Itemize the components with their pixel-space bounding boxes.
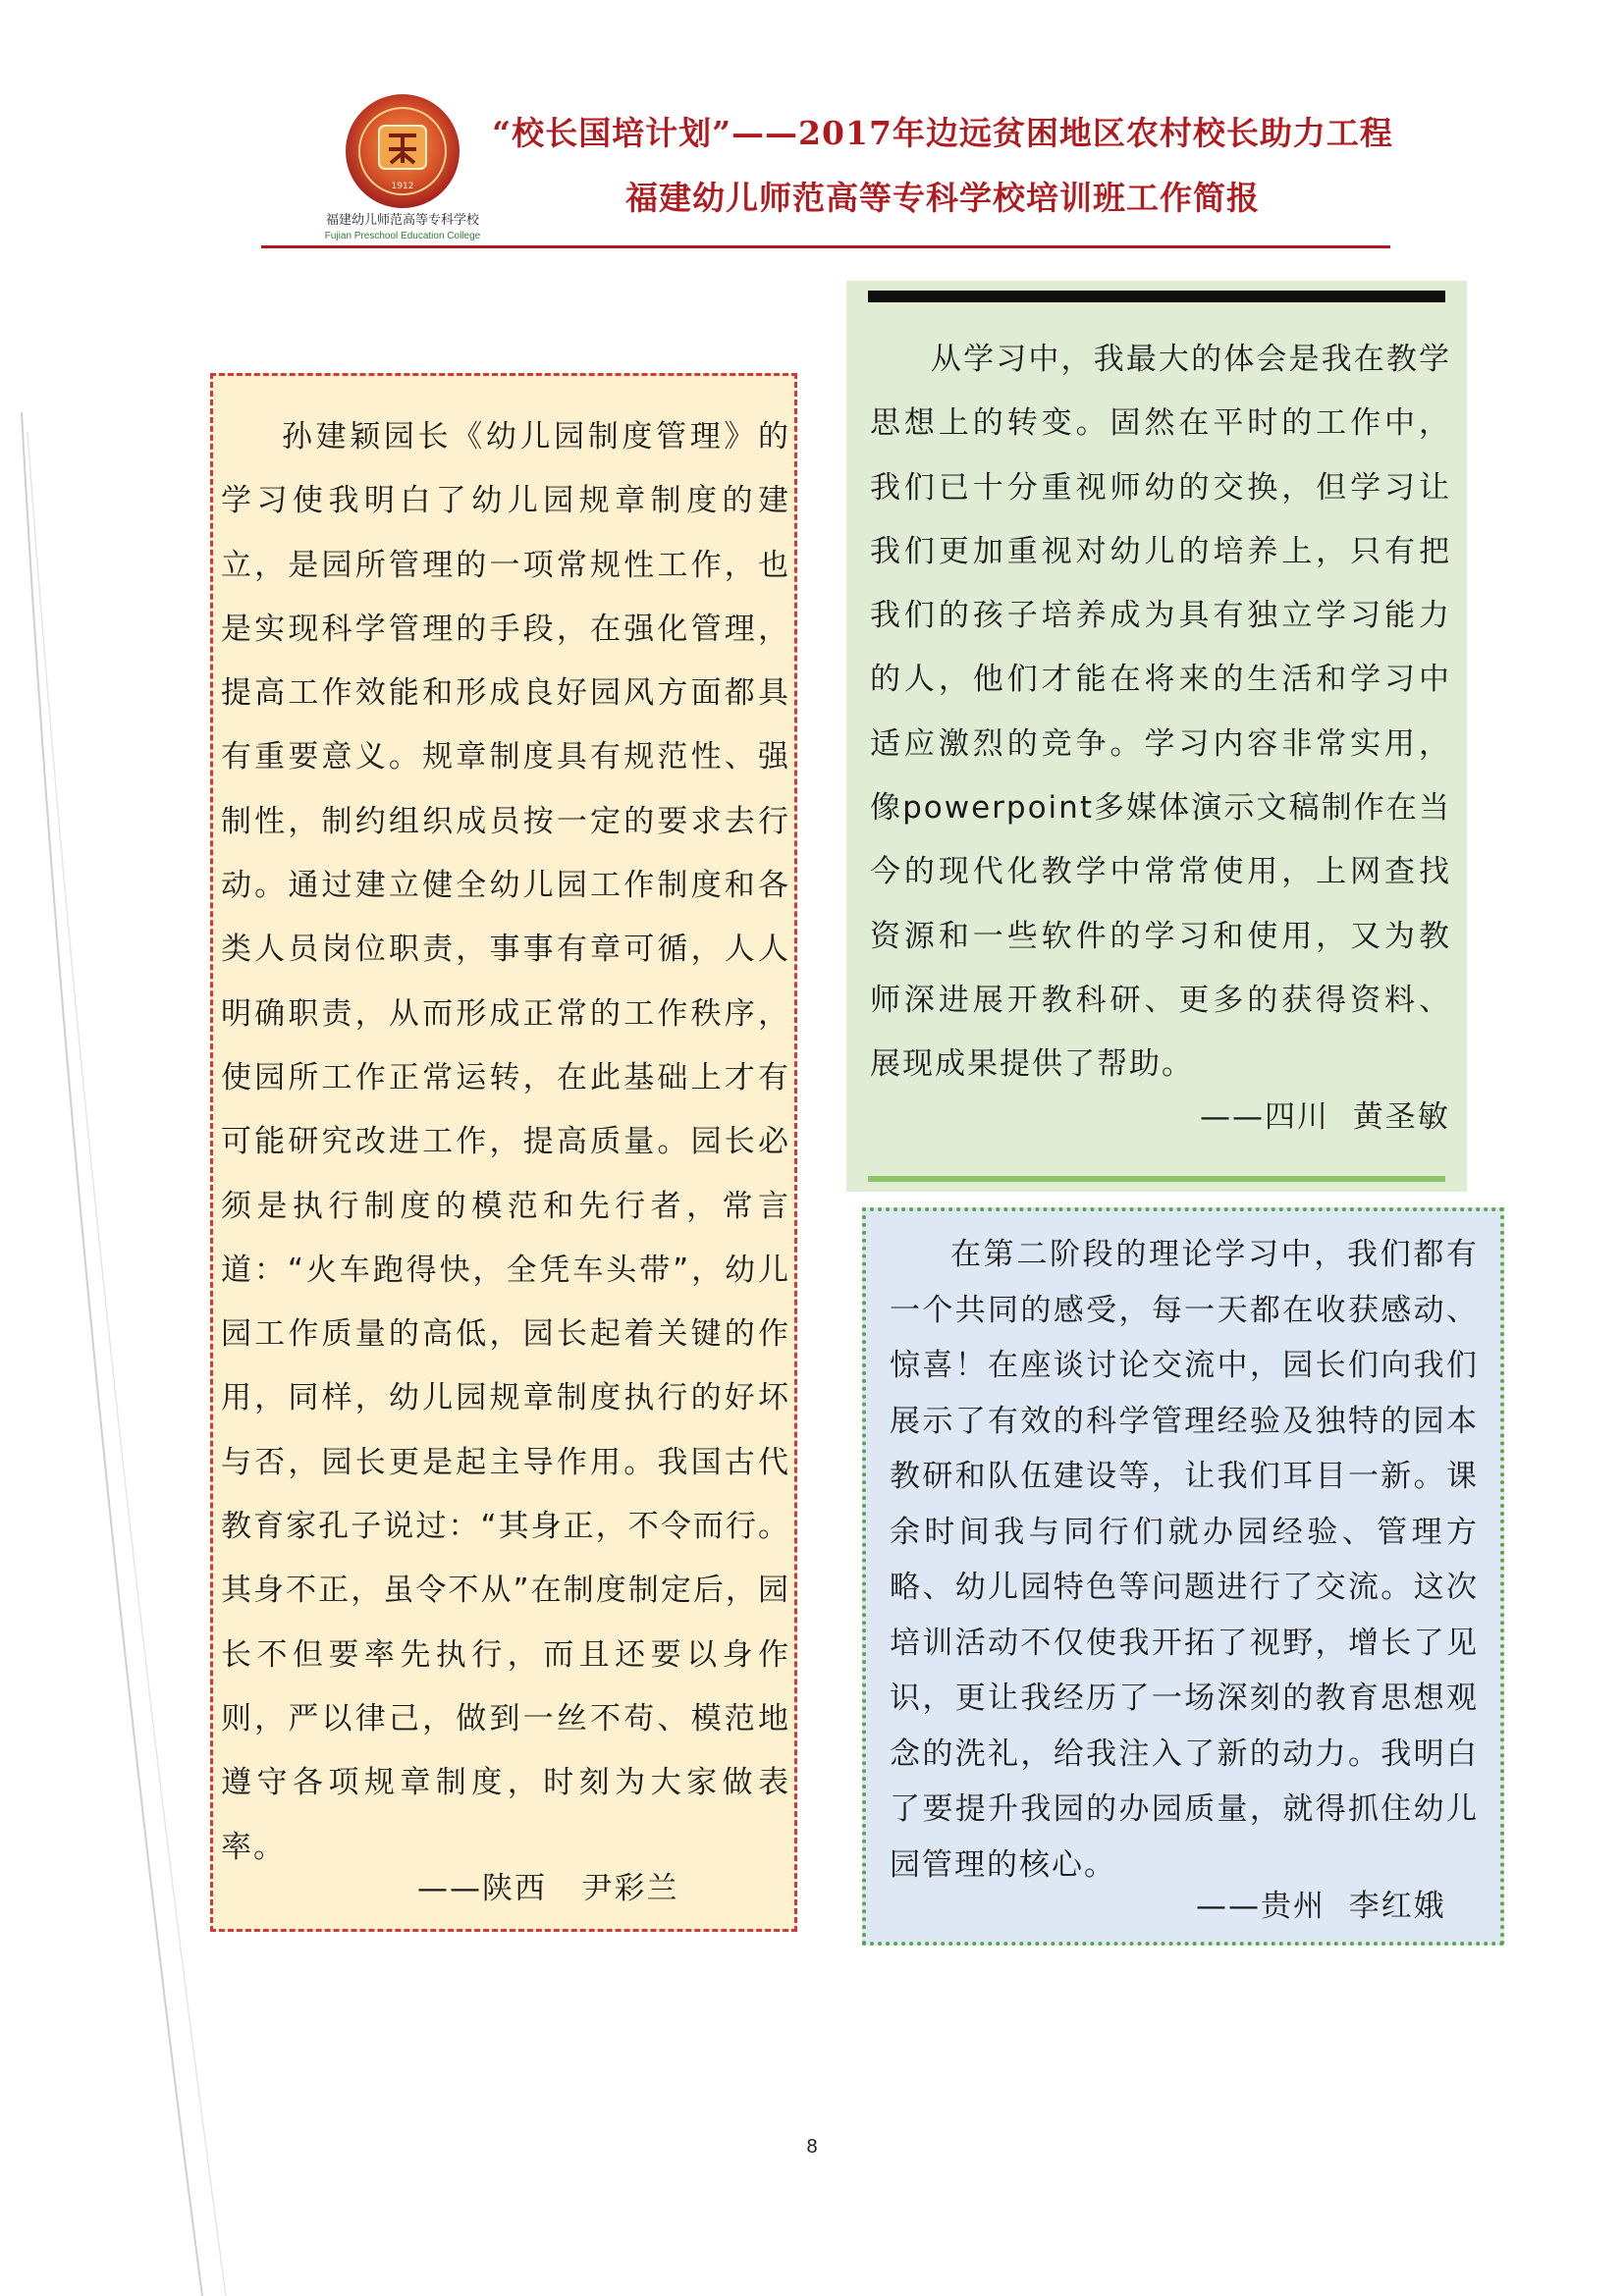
testimonial-body: 在第二阶段的理论学习中，我们都有一个共同的感受，每一天都在收获感动、惊喜！在座谈讨论交流中，园长们向我们展示了有效的科学管理经验及独特的园本教研和队伍建设等，让我们耳目一新。课余时间我与同行们就办园经验、管理方略、幼儿园特色等问题进行了交流。这次培训活动不仅使我开拓了视野，增长了见识，更让我经历了一场深刻的教育思想观念的洗礼，给我注入了新的动力。我明白了要提升我园的办园质量，就得抓住幼儿园管理的核心。 bbox=[890, 1237, 1479, 1883]
header-title-line2: 福建幼儿师范高等专科学校培训班工作简报 bbox=[625, 179, 1260, 217]
header-divider bbox=[261, 245, 1390, 248]
box-top-bar bbox=[868, 291, 1445, 302]
page-number: 8 bbox=[806, 2136, 818, 2158]
header-title-line1: “校长国培计划”——2017年边远贫困地区农村校长助力工程 bbox=[492, 114, 1393, 152]
testimonial-signature: ——四川 黄圣敏 bbox=[1200, 1099, 1450, 1135]
testimonial-signature: ——陕西 尹彩兰 bbox=[417, 1871, 679, 1906]
svg-text:Fujian Preschool Education Col: Fujian Preschool Education College bbox=[324, 231, 481, 241]
svg-text:1912: 1912 bbox=[391, 182, 414, 191]
testimonial-body: 从学习中，我最大的体会是我在教学思想上的转变。固然在平时的工作中，我们已十分重视师幼的交换，但学习让我们更加重视对幼儿的培养上，只有把我们的孩子培养成为具有独立学习能力的人，他们才能在将来的生活和学习中适应激烈的竞争。学习内容非常实用，像powerpoint多媒体演示文稿制作在当今的现代化教学中常常使用，上网查找资源和一些软件的学习和使用，又为教师深进展开教科研、更多的获得资料、展现成果提供了帮助。 bbox=[870, 342, 1451, 1083]
testimonial-signature: ——贵州 李红娥 bbox=[1196, 1889, 1446, 1924]
testimonial-box-shaanxi bbox=[210, 373, 797, 1932]
box-bottom-bar bbox=[868, 1176, 1445, 1182]
testimonial-box-sichuan bbox=[846, 281, 1467, 1192]
svg-text:福建幼儿师范高等专科学校: 福建幼儿师范高等专科学校 bbox=[325, 213, 480, 228]
testimonial-body: 孙建颖园长《幼儿园制度管理》的学习使我明白了幼儿园规章制度的建立，是园所管理的一项常规性工作，也是实现科学管理的手段，在强化管理，提高工作效能和形成良好园风方面都具有重要意义。规章制度具有规范性、强制性，制约组织成员按一定的要求去行动。通过建立健全幼儿园工作制度和各类人员岗位职责，事事有章可循，人人明确职责，从而形成正常的工作秩序，使园所工作正常运转，在此基础上才有可能研究改进工作，提高质量。园长必须是执行制度的模范和先行者，常言道：“火车跑得快，全凭车头带”，幼儿园工作质量的高低，园长起着关键的作用，同样，幼儿园规章制度执行的好坏与否，园长更是起主导作用。我国古代教育家孔子说过：“其身正，不令而行。其身不正，虽令不从”在制度制定后，园长不但要率先执行，而且还要以身作则，严以律己，做到一丝不苟、模范地遵守各项规章制度，时刻为大家做表率。 bbox=[221, 419, 790, 1865]
testimonial-box-guizhou bbox=[862, 1207, 1504, 1946]
